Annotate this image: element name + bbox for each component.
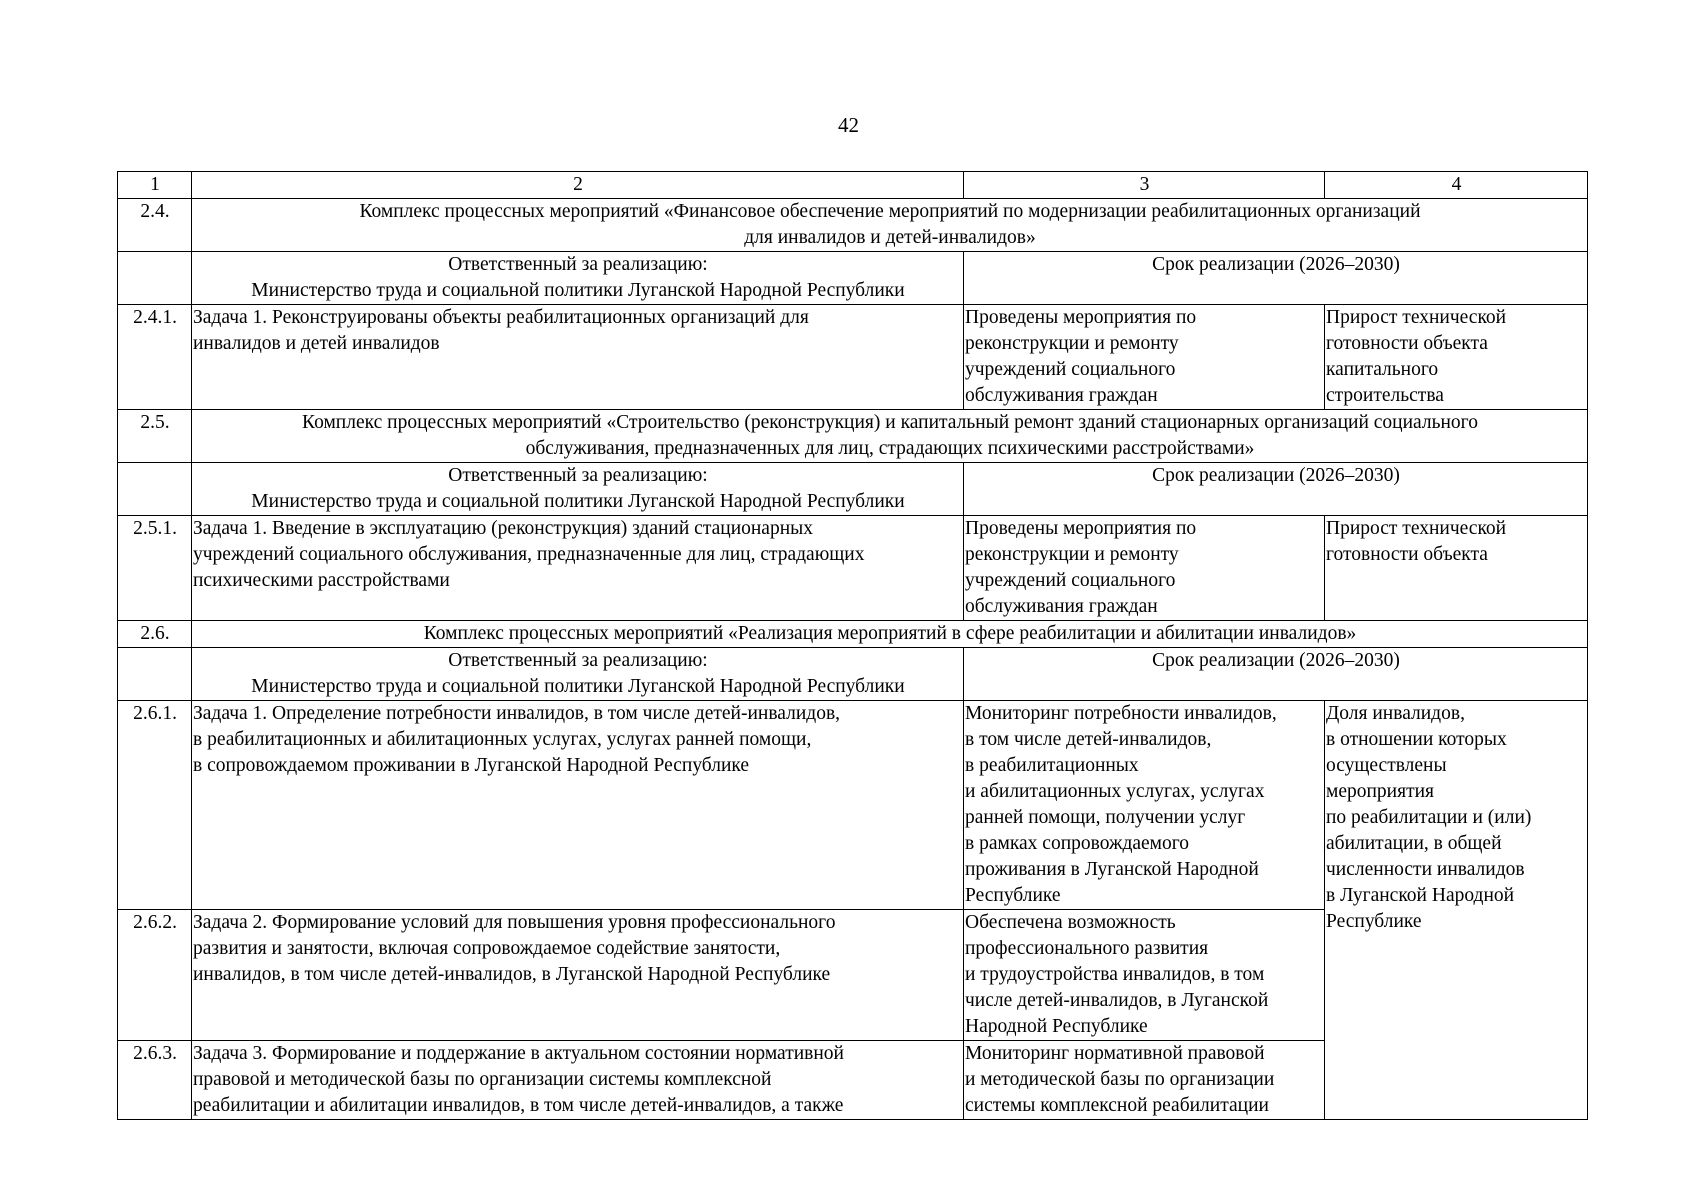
page-number: 42 [838,113,859,137]
section-title: Комплекс процессных мероприятий «Финансовое обеспечение мероприятий по модернизации реабилитационных организаций для инвалидов и детей-инвалидов» [192,199,1588,252]
task-text: Задача 1. Введение в эксплуатацию (реконструкция) зданий стационарных учреждений социального обслуживания, предназначенные для лиц, страдающих психическими расстройствами [192,516,964,621]
section-number: 2.5. [118,410,192,463]
header-cell: 2 [192,172,964,199]
period-cell: Срок реализации (2026–2030) [964,648,1588,701]
task-text: Задача 3. Формирование и поддержание в актуальном состоянии нормативной правовой и методической базы по организации системы комплексной реабилитации и абилитации инвалидов, в том числе детей-инвалидов, а также [192,1041,964,1120]
task-result: Мониторинг потребности инвалидов, в том числе детей-инвалидов, в реабилитационных и абилитационных услугах, услугах ранней помощи, получении услуг в рамках сопровождаемого проживания в Луганской Народной Республике [964,701,1325,910]
task-text: Задача 1. Определение потребности инвалидов, в том числе детей-инвалидов, в реабилитационных и абилитационных услугах, услугах ранней помощи, в сопровождаемом проживании в Луганской Народной Республике [192,701,964,910]
task-number: 2.6.3. [118,1041,192,1120]
task-number: 2.6.1. [118,701,192,910]
header-cell: 4 [1325,172,1588,199]
program-table [117,171,1588,1120]
section-title-row [118,410,1588,463]
task-number: 2.5.1. [118,516,192,621]
task-text: Задача 2. Формирование условий для повышения уровня профессионального развития и занятости, включая сопровождаемое содействие занятости, инвалидов, в том числе детей-инвалидов, в Луганской Народной Республике [192,910,964,1041]
section-title-row [118,199,1588,252]
section-number: 2.4. [118,199,192,252]
table-header-row [118,172,1588,199]
responsible-row [118,648,1588,701]
header-cell: 1 [118,172,192,199]
responsible-cell: Ответственный за реализацию: Министерство труда и социальной политики Луганской Народной Республики [192,252,964,305]
task-indicator: Прирост технической готовности объекта [1325,516,1588,621]
responsible-row [118,252,1588,305]
task-row [118,516,1588,621]
responsible-cell: Ответственный за реализацию: Министерство труда и социальной политики Луганской Народной Республики [192,648,964,701]
empty-cell [118,463,192,516]
task-row [118,701,1588,910]
responsible-row [118,463,1588,516]
responsible-cell: Ответственный за реализацию: Министерство труда и социальной политики Луганской Народной Республики [192,463,964,516]
task-row [118,305,1588,410]
section-number: 2.6. [118,621,192,648]
task-indicator: Доля инвалидов, в отношении которых осуществлены мероприятия по реабилитации и (или) абилитации, в общей численности инвалидов в Луганской Народной Республике [1325,701,1588,1120]
period-cell: Срок реализации (2026–2030) [964,463,1588,516]
task-text: Задача 1. Реконструированы объекты реабилитационных организаций для инвалидов и детей инвалидов [192,305,964,410]
empty-cell [118,252,192,305]
section-title: Комплекс процессных мероприятий «Реализация мероприятий в сфере реабилитации и абилитации инвалидов» [192,621,1588,648]
task-result: Обеспечена возможность профессионального развития и трудоустройства инвалидов, в том числе детей-инвалидов, в Луганской Народной Республике [964,910,1325,1041]
task-number: 2.4.1. [118,305,192,410]
task-number: 2.6.2. [118,910,192,1041]
task-result: Мониторинг нормативной правовой и методической базы по организации системы комплексной реабилитации [964,1041,1325,1120]
empty-cell [118,648,192,701]
section-title-row [118,621,1588,648]
section-title: Комплекс процессных мероприятий «Строительство (реконструкция) и капитальный ремонт зданий стационарных организаций социального обслуживания, предназначенных для лиц, страдающих психическими расстройствами» [192,410,1588,463]
task-indicator: Прирост технической готовности объекта капитального строительства [1325,305,1588,410]
task-result: Проведены мероприятия по реконструкции и ремонту учреждений социального обслуживания граждан [964,305,1325,410]
task-result: Проведены мероприятия по реконструкции и ремонту учреждений социального обслуживания граждан [964,516,1325,621]
header-cell: 3 [964,172,1325,199]
period-cell: Срок реализации (2026–2030) [964,252,1588,305]
